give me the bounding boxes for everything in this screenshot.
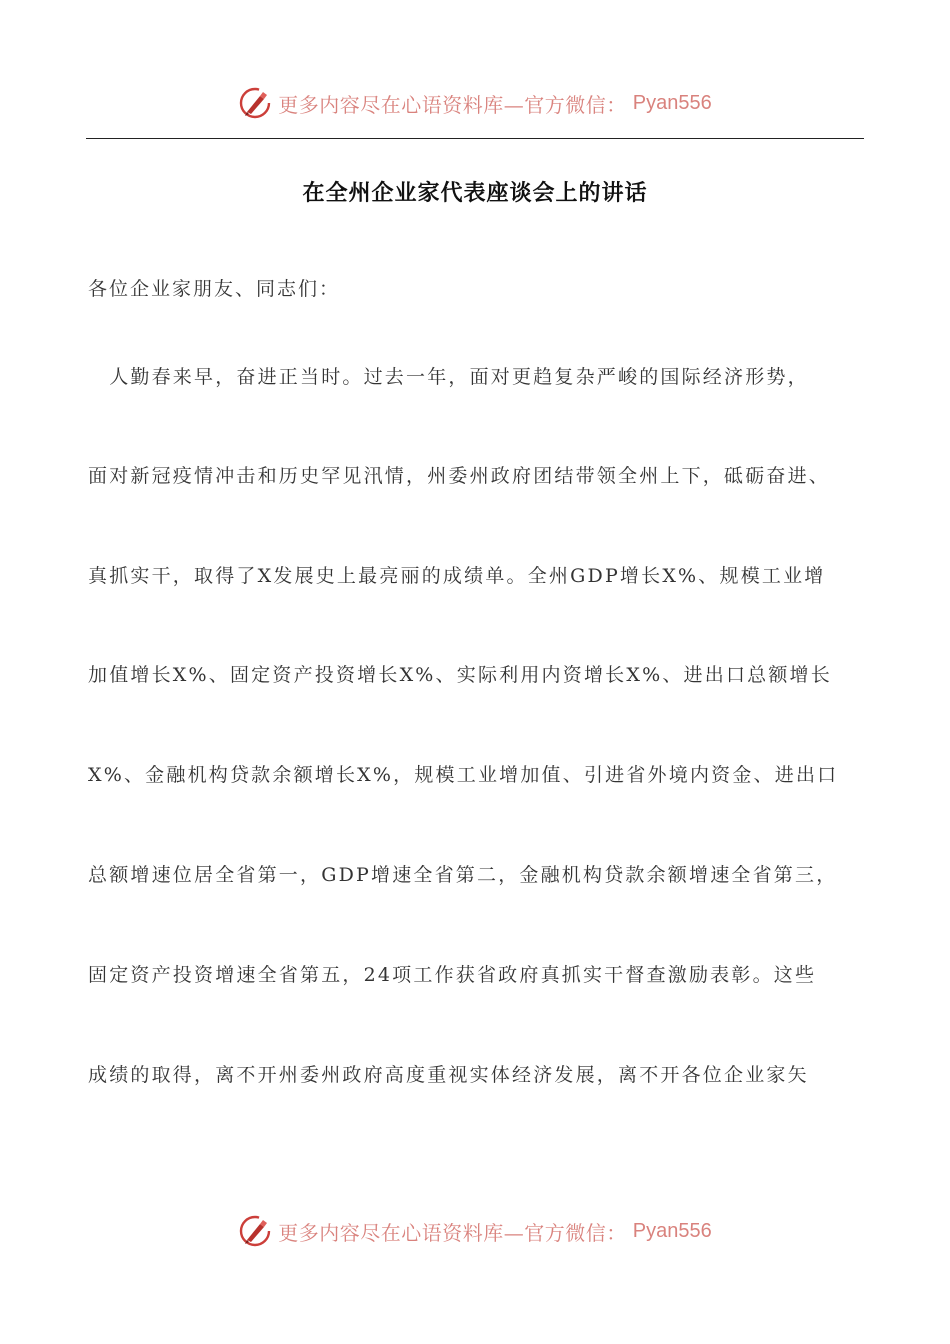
watermark-text: 更多内容尽在心语资料库—官方微信： bbox=[278, 92, 627, 117]
body-line: 成绩的取得，离不开州委州政府高度重视实体经济发展，离不开各位企业家矢 bbox=[88, 1064, 809, 1086]
watermark-wechat-id: Pyan556 bbox=[632, 91, 712, 114]
watermark-wechat-id: Pyan556 bbox=[632, 1219, 712, 1242]
body-line: 总额增速位居全省第一，GDP增速全省第二，金融机构贷款余额增速全省第三， bbox=[88, 864, 838, 886]
footer-watermark bbox=[0, 1211, 950, 1251]
fountain-pen-logo-icon bbox=[238, 86, 272, 120]
document-title: 在全州企业家代表座谈会上的讲话 bbox=[302, 181, 648, 206]
body-line: 人勤春来早，奋进正当时。过去一年，面对更趋复杂严峻的国际经济形势， bbox=[88, 366, 809, 388]
watermark-text: 更多内容尽在心语资料库—官方微信： bbox=[278, 1220, 627, 1245]
salutation: 各位企业家朋友、同志们： bbox=[88, 278, 341, 300]
header-watermark bbox=[0, 83, 950, 123]
header-divider bbox=[86, 138, 864, 139]
body-line: 固定资产投资增速全省第五，24项工作获省政府真抓实干督查激励表彰。这些 bbox=[88, 964, 817, 986]
body-line: 加值增长X%、固定资产投资增长X%、实际利用内资增长X%、进出口总额增长 bbox=[88, 664, 832, 686]
body-line: X%、金融机构贷款余额增长X%，规模工业增加值、引进省外境内资金、进出口 bbox=[88, 764, 839, 786]
body-line: 面对新冠疫情冲击和历史罕见汛情，州委州政府团结带领全州上下，砥砺奋进、 bbox=[88, 465, 831, 487]
body-line: 真抓实干，取得了X发展史上最亮丽的成绩单。全州GDP增长X%、规模工业增 bbox=[88, 565, 826, 587]
fountain-pen-logo-icon bbox=[238, 1214, 272, 1248]
